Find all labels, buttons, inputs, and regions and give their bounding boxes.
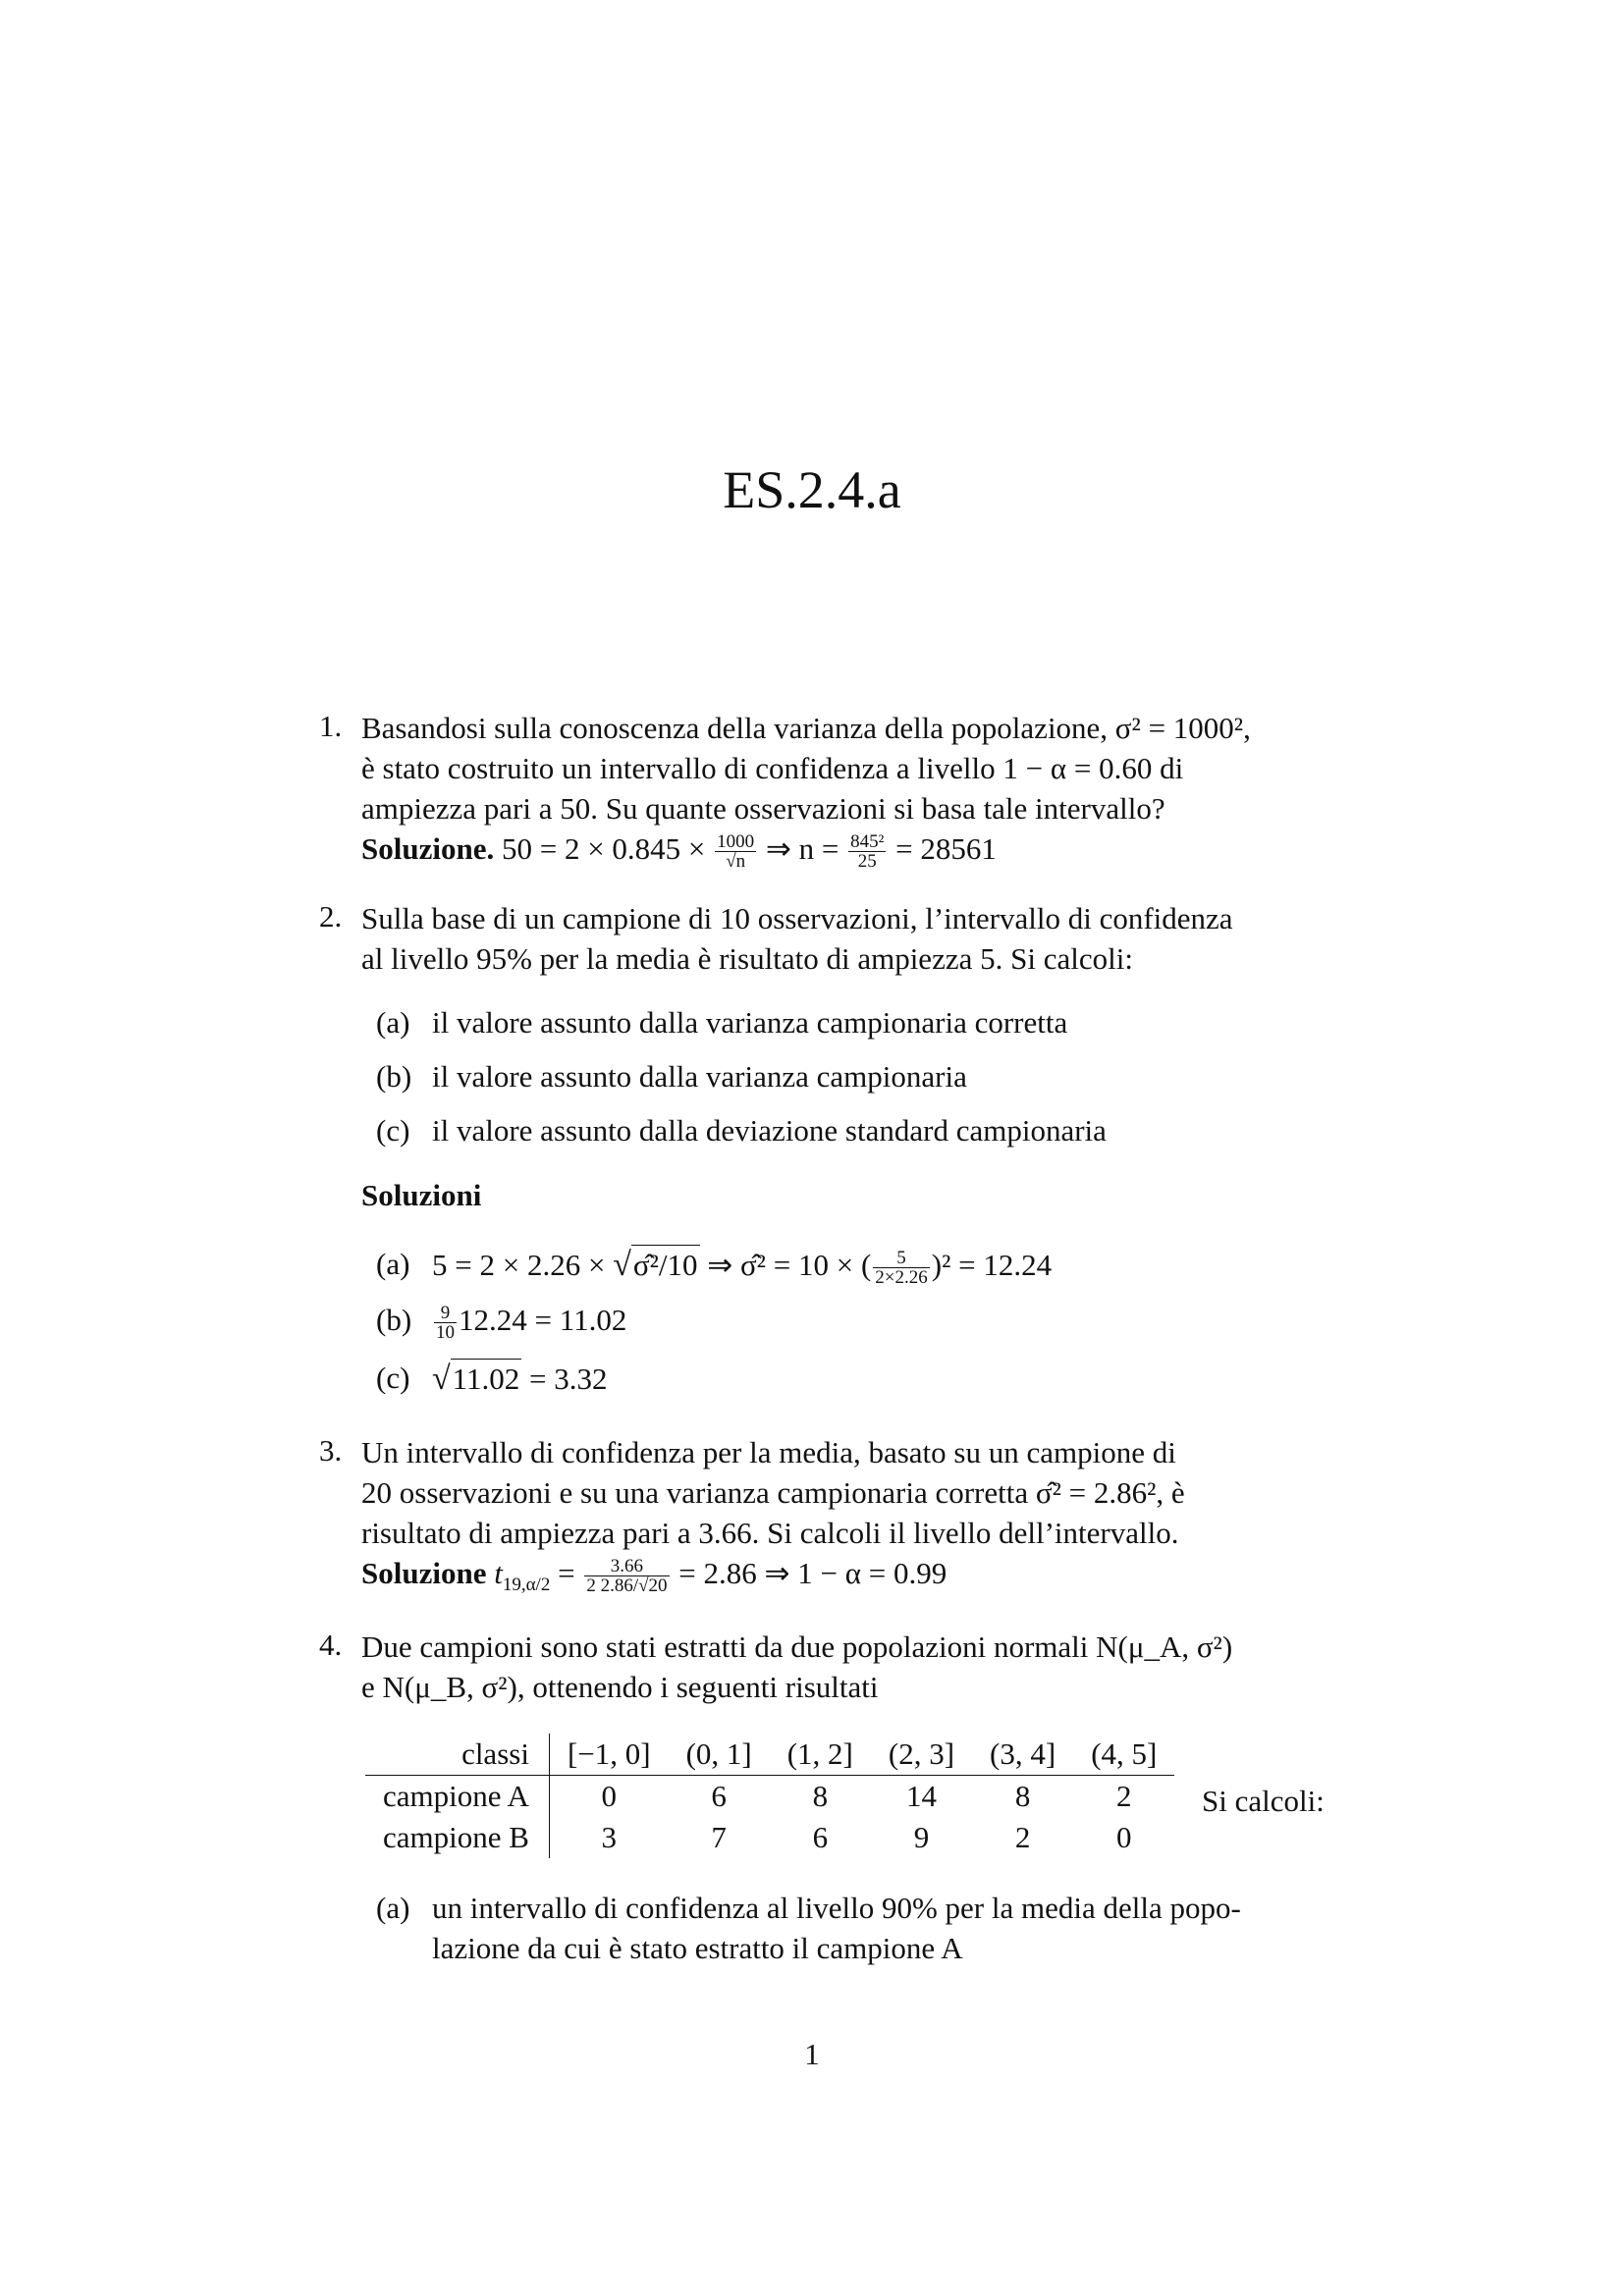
page-title: ES.2.4.a (723, 460, 901, 519)
table-row-label: campione A (365, 1776, 549, 1818)
q4-item-a-tag: (a) (376, 1891, 410, 1925)
table-cell: 0 (1116, 1820, 1132, 1854)
q2-sol-b-frac-den: 10 (436, 1322, 455, 1344)
q3-t-symbol: t (494, 1556, 503, 1590)
q2-sol-c: √11.02 = 3.32 (432, 1361, 608, 1397)
table-cell: 0 (601, 1779, 617, 1813)
q1-line2: è stato costruito un intervallo di confidenza a livello 1 − α = 0.60 di (361, 751, 1184, 785)
q1-solution-label: Soluzione. (361, 831, 495, 866)
table-cell: 6 (711, 1779, 727, 1813)
q2-sol-a: 5 = 2 × 2.26 × √σ̂²/10 ⇒ σ̂² = 10 × ( $\frac{5}{2\times 2.26}$ )² = 12.24 (432, 1247, 1053, 1289)
table-cell: 9 (913, 1820, 930, 1854)
q2-sol-c-post: = 3.32 (529, 1362, 608, 1396)
q2-sol-a-frac-num: 5 (873, 1249, 929, 1268)
q1-fraction-1-num: 1000 (717, 831, 755, 853)
table-cell: 8 (1014, 1779, 1031, 1813)
q2-sol-a-fraction (873, 1249, 929, 1287)
q2-solutions-heading: Soluzioni (361, 1178, 482, 1212)
table-row (365, 1776, 1174, 1818)
q4-line2: e N(μ_B, σ²), ottenendo i seguenti risultati (361, 1670, 879, 1704)
q3-t-subscript: 19,α/2 (502, 1575, 551, 1596)
q2-sol-b-frac-num: 9 (434, 1304, 457, 1323)
q1-fraction-1 (715, 832, 756, 871)
q4-line1: Due campioni sono stati estratti da due popolazioni normali N(μ_A, σ²) (361, 1629, 1233, 1664)
table-cell: 8 (812, 1779, 829, 1813)
q2-sol-b-tag: (b) (376, 1303, 412, 1337)
q1-line1: Basandosi sulla conoscenza della varianza della popolazione, σ² = 1000², (361, 711, 1251, 745)
table-cell: 6 (812, 1820, 829, 1854)
q3-line3: risultato di ampiezza pari a 3.66. Si calcoli il livello dell’intervallo. (361, 1516, 1179, 1550)
q2-item-b-text: il valore assunto dalla varianza campionaria (432, 1059, 967, 1094)
table-header-cell: (3, 4] (972, 1734, 1073, 1776)
q2-sol-c-tag: (c) (376, 1361, 410, 1395)
q3-frac-den: 2 2.86/√20 (586, 1575, 668, 1597)
q2-sol-a-root: σ̂²/10 (631, 1245, 700, 1285)
q2-sol-b (432, 1301, 626, 1342)
q2-sol-b-post: 12.24 = 11.02 (459, 1303, 627, 1337)
q3-equals: = (558, 1556, 575, 1590)
table-row-label: campione B (365, 1817, 549, 1858)
table-header-cell: (4, 5] (1073, 1734, 1174, 1776)
q1-fraction-2 (848, 832, 886, 871)
q2-item-c-text: il valore assunto dalla deviazione standard campionaria (432, 1113, 1107, 1148)
q1-fraction-1-den: √n (726, 851, 746, 873)
table-cell: 2 (1116, 1779, 1132, 1813)
q2-sol-c-root: 11.02 (451, 1359, 522, 1399)
q4-frequency-table (365, 1734, 1174, 1858)
table-row (365, 1817, 1174, 1858)
table-header-cell: [−1, 0] (549, 1734, 668, 1776)
table-header-cell: (2, 3] (871, 1734, 972, 1776)
q3-solution-post: = 2.86 ⇒ 1 − α = 0.99 (678, 1556, 947, 1590)
q3-solution-label: Soluzione (361, 1556, 487, 1590)
q2-sol-a-tag: (a) (376, 1247, 410, 1281)
table-cell: 7 (711, 1820, 727, 1854)
q4-item-a-line1: un intervallo di confidenza al livello 90% per la media della popo- (432, 1891, 1241, 1925)
q1-fraction-2-num: 845² (850, 831, 885, 853)
q1-line3: ampiezza pari a 50. Su quante osservazioni si basa tale intervallo? (361, 791, 1165, 826)
q3-frac-num: 3.66 (584, 1557, 669, 1576)
q1-number: 1. (319, 709, 343, 743)
q2-sol-a-frac-den: 2×2.26 (875, 1267, 928, 1289)
q2-number: 2. (319, 899, 343, 934)
q3-line2: 20 osservazioni e su una varianza campionaria corretta σ̂² = 2.86², è (361, 1475, 1185, 1510)
table-header-cell: classi (365, 1734, 549, 1776)
q4-item-a-line2: lazione da cui è stato estratto il campione A (432, 1931, 963, 1965)
q2-item-b-tag: (b) (376, 1059, 412, 1094)
q2-line2: al livello 95% per la media è risultato di ampiezza 5. Si calcoli: (361, 941, 1133, 976)
table-header-row (365, 1734, 1174, 1776)
q2-sol-a-mid: ⇒ σ̂² = 10 × ( (707, 1248, 872, 1282)
q3-solution (361, 1554, 947, 1595)
q1-fraction-2-den: 25 (857, 851, 877, 873)
q3-fraction (584, 1557, 669, 1595)
q2-sol-a-post: )² = 12.24 (931, 1248, 1053, 1282)
q1-solution-part-a: 50 = 2 × 0.845 × (501, 831, 706, 866)
q2-sol-a-pre: 5 = 2 × 2.26 × (432, 1248, 606, 1282)
q2-item-a-text: il valore assunto dalla varianza campionaria corretta (432, 1005, 1068, 1040)
table-header-cell: (1, 2] (770, 1734, 871, 1776)
page-number: 1 (804, 2037, 820, 2071)
q2-sol-b-fraction (434, 1304, 457, 1342)
q1-solution-part-b: ⇒ n = (765, 831, 839, 866)
q2-item-a-tag: (a) (376, 1005, 410, 1040)
q3-number: 3. (319, 1433, 343, 1468)
q1-solution-part-c: = 28561 (895, 831, 997, 866)
q3-line1: Un intervallo di confidenza per la media, basato su un campione di (361, 1435, 1176, 1469)
q2-line1: Sulla base di un campione di 10 osservazioni, l’intervallo di confidenza (361, 901, 1233, 935)
q4-si-calcoli: Si calcoli: (1202, 1784, 1325, 1818)
q1-solution (361, 829, 997, 871)
q2-item-c-tag: (c) (376, 1113, 410, 1148)
table-cell: 14 (905, 1779, 937, 1813)
table-cell: 2 (1014, 1820, 1031, 1854)
table-cell: 3 (601, 1820, 617, 1854)
q4-number: 4. (319, 1628, 343, 1662)
table-header-cell: (0, 1] (669, 1734, 770, 1776)
